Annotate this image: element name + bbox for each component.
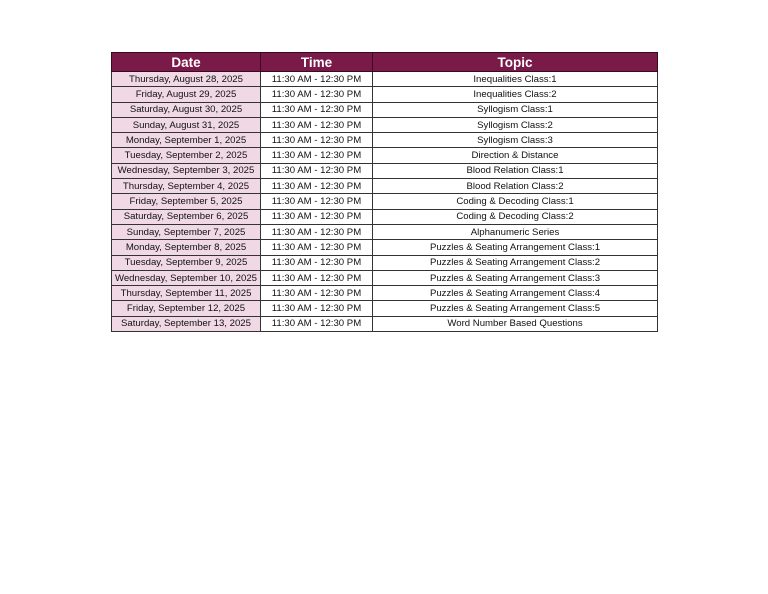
date-cell: Saturday, September 6, 2025 (112, 209, 261, 224)
table-row (112, 255, 658, 270)
topic-cell: Puzzles & Seating Arrangement Class:5 (373, 301, 658, 316)
topic-cell: Puzzles & Seating Arrangement Class:1 (373, 240, 658, 255)
date-cell: Sunday, September 7, 2025 (112, 224, 261, 239)
date-cell: Friday, August 29, 2025 (112, 87, 261, 102)
topic-cell: Puzzles & Seating Arrangement Class:2 (373, 255, 658, 270)
table-row (112, 240, 658, 255)
date-column-header: Date (112, 53, 261, 72)
date-cell: Friday, September 5, 2025 (112, 194, 261, 209)
schedule-body (112, 72, 658, 332)
time-cell: 11:30 AM - 12:30 PM (261, 102, 373, 117)
date-cell: Wednesday, September 3, 2025 (112, 163, 261, 178)
table-row (112, 102, 658, 117)
topic-cell: Inequalities Class:1 (373, 72, 658, 87)
time-cell: 11:30 AM - 12:30 PM (261, 148, 373, 163)
table-row (112, 72, 658, 87)
date-cell: Saturday, September 13, 2025 (112, 316, 261, 331)
table-row (112, 117, 658, 132)
table-row (112, 133, 658, 148)
date-cell: Monday, September 1, 2025 (112, 133, 261, 148)
table-row (112, 163, 658, 178)
topic-cell: Inequalities Class:2 (373, 87, 658, 102)
topic-cell: Direction & Distance (373, 148, 658, 163)
header-row (112, 53, 658, 72)
date-cell: Thursday, September 11, 2025 (112, 286, 261, 301)
time-cell: 11:30 AM - 12:30 PM (261, 240, 373, 255)
table-row (112, 209, 658, 224)
date-cell: Thursday, August 28, 2025 (112, 72, 261, 87)
time-cell: 11:30 AM - 12:30 PM (261, 179, 373, 194)
schedule-sheet (111, 52, 657, 332)
date-cell: Thursday, September 4, 2025 (112, 179, 261, 194)
time-cell: 11:30 AM - 12:30 PM (261, 209, 373, 224)
class-schedule-table (111, 52, 658, 332)
topic-cell: Puzzles & Seating Arrangement Class:4 (373, 286, 658, 301)
time-cell: 11:30 AM - 12:30 PM (261, 72, 373, 87)
time-cell: 11:30 AM - 12:30 PM (261, 286, 373, 301)
date-cell: Tuesday, September 9, 2025 (112, 255, 261, 270)
table-row (112, 316, 658, 331)
date-cell: Tuesday, September 2, 2025 (112, 148, 261, 163)
time-cell: 11:30 AM - 12:30 PM (261, 163, 373, 178)
topic-cell: Word Number Based Questions (373, 316, 658, 331)
topic-cell: Coding & Decoding Class:1 (373, 194, 658, 209)
time-cell: 11:30 AM - 12:30 PM (261, 194, 373, 209)
topic-cell: Syllogism Class:3 (373, 133, 658, 148)
time-cell: 11:30 AM - 12:30 PM (261, 255, 373, 270)
topic-cell: Coding & Decoding Class:2 (373, 209, 658, 224)
table-row (112, 286, 658, 301)
topic-cell: Syllogism Class:1 (373, 102, 658, 117)
date-cell: Wednesday, September 10, 2025 (112, 270, 261, 285)
topic-cell: Alphanumeric Series (373, 224, 658, 239)
time-column-header: Time (261, 53, 373, 72)
topic-column-header: Topic (373, 53, 658, 72)
time-cell: 11:30 AM - 12:30 PM (261, 301, 373, 316)
time-cell: 11:30 AM - 12:30 PM (261, 224, 373, 239)
table-row (112, 270, 658, 285)
time-cell: 11:30 AM - 12:30 PM (261, 87, 373, 102)
time-cell: 11:30 AM - 12:30 PM (261, 133, 373, 148)
table-row (112, 148, 658, 163)
time-cell: 11:30 AM - 12:30 PM (261, 270, 373, 285)
table-row (112, 194, 658, 209)
time-cell: 11:30 AM - 12:30 PM (261, 316, 373, 331)
date-cell: Sunday, August 31, 2025 (112, 117, 261, 132)
date-cell: Friday, September 12, 2025 (112, 301, 261, 316)
time-cell: 11:30 AM - 12:30 PM (261, 117, 373, 132)
topic-cell: Puzzles & Seating Arrangement Class:3 (373, 270, 658, 285)
date-cell: Saturday, August 30, 2025 (112, 102, 261, 117)
table-row (112, 87, 658, 102)
table-row (112, 224, 658, 239)
topic-cell: Syllogism Class:2 (373, 117, 658, 132)
topic-cell: Blood Relation Class:1 (373, 163, 658, 178)
topic-cell: Blood Relation Class:2 (373, 179, 658, 194)
date-cell: Monday, September 8, 2025 (112, 240, 261, 255)
table-row (112, 179, 658, 194)
table-row (112, 301, 658, 316)
